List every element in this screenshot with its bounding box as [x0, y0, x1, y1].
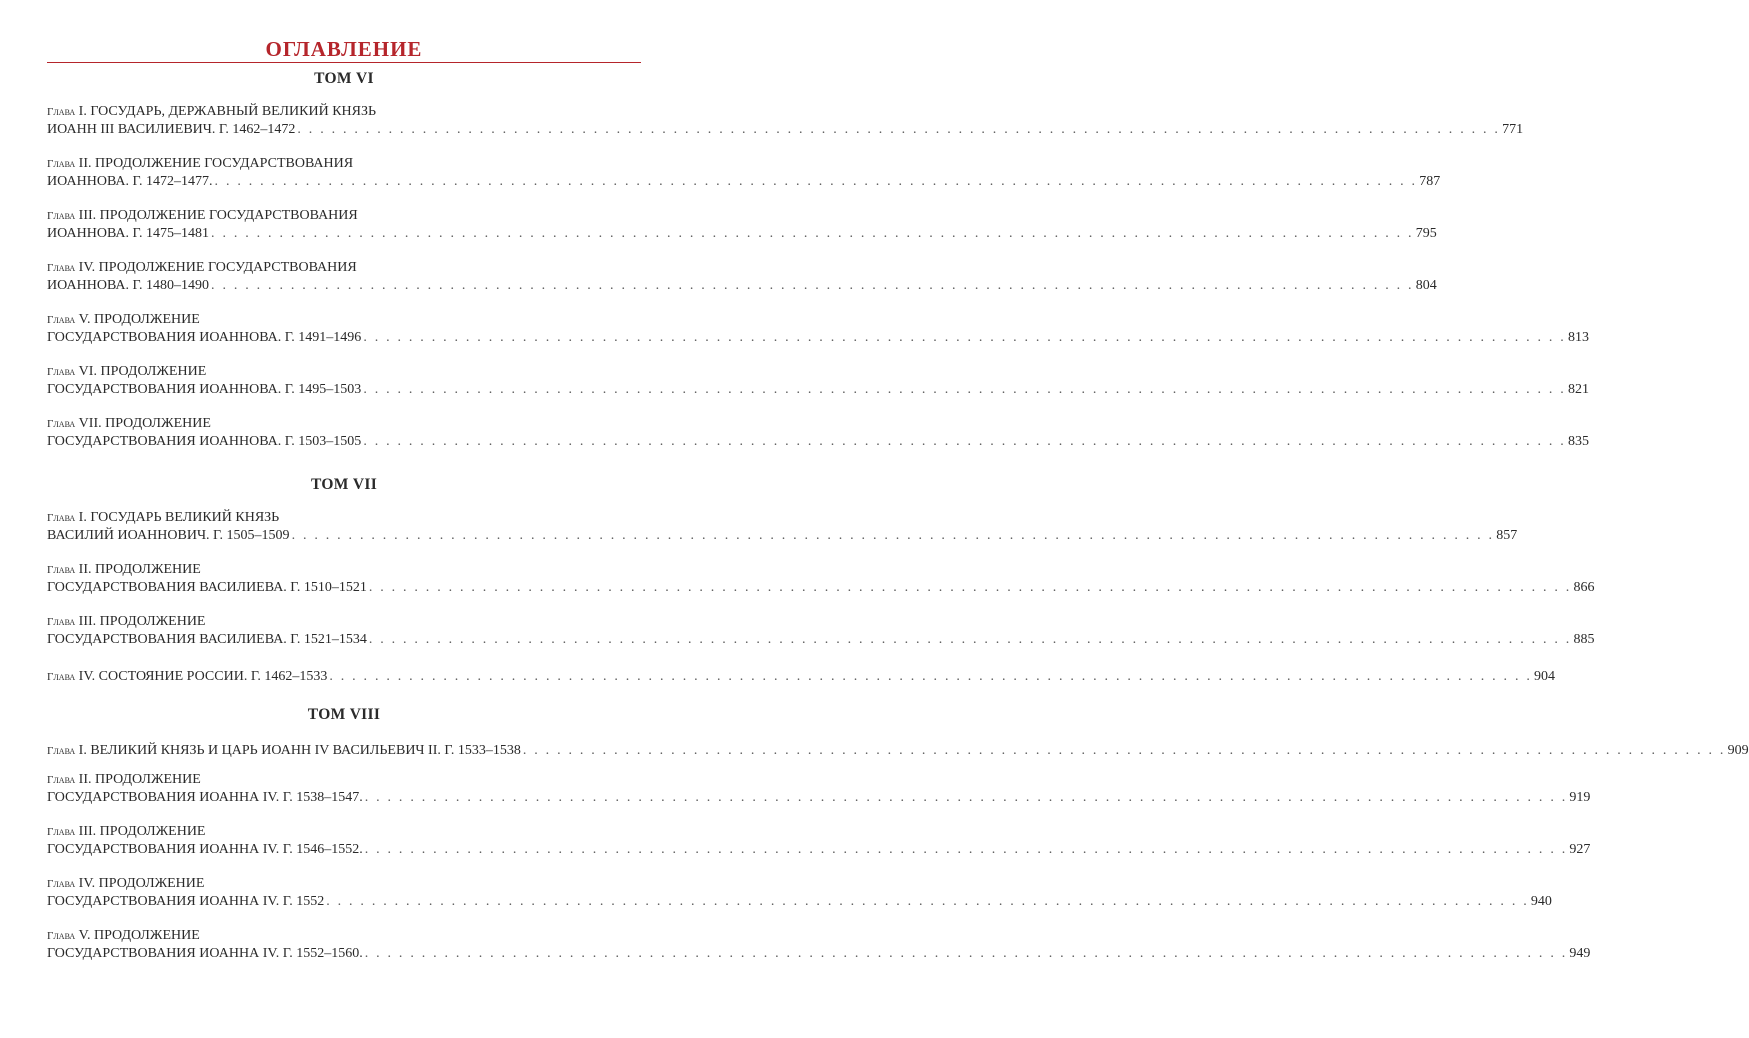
- page-number: 795: [1415, 226, 1437, 241]
- chapter-number: IV.: [78, 876, 96, 891]
- chapter-prefix: Глава: [47, 418, 76, 430]
- entry-title: ГОСУДАРЬ ВЕЛИКИЙ КНЯЗЬ: [90, 510, 280, 525]
- toc-entry[interactable]: [47, 155, 1441, 190]
- entry-leader-line: [47, 381, 1590, 398]
- entry-title-line: [47, 823, 641, 841]
- page-number: 927: [1569, 842, 1591, 857]
- toc-entry[interactable]: [47, 875, 1552, 910]
- entry-title-line: [47, 363, 641, 381]
- entry-title: ПРОДОЛЖЕНИЕ: [99, 614, 206, 629]
- entry-leader-line: [47, 173, 1441, 190]
- page-number: 804: [1415, 278, 1437, 293]
- entry-title: ПРОДОЛЖЕНИЕ: [100, 364, 207, 379]
- entry-text: [47, 527, 290, 544]
- toc-entry[interactable]: [47, 561, 1595, 596]
- volume-heading: ТОМ VIII: [307, 706, 381, 723]
- entry-text: [47, 329, 361, 346]
- toc-entry[interactable]: [47, 927, 1591, 962]
- entry-subtitle: ИОАННОВА. Г. 1475–1481: [47, 226, 210, 241]
- chapter-number: I.: [78, 510, 87, 525]
- entry-title-line: [47, 927, 641, 945]
- entry-text: [47, 579, 367, 596]
- entry-title: ПРОДОЛЖЕНИЕ: [95, 772, 201, 787]
- entry-subtitle: ГОСУДАРСТВОВАНИЯ ИОАННА IV. Г. 1546–1552.: [47, 842, 363, 857]
- entry-subtitle: ИОАННОВА. Г. 1480–1490: [47, 278, 210, 293]
- page-number: 949: [1569, 946, 1591, 961]
- chapter-number: V.: [78, 928, 91, 943]
- chapter-prefix: Глава: [47, 564, 76, 576]
- dot-leader: . . . . . . . . . . . . . . . . . . . . . . . . . . . . . . . . . . . . . . . . . . . . . . . . . . . . . . . . . . . . . . . . . . . . . . . . . . . . . . . . . . . . . . . . . . . . . . . . . . . . . . . . . .: [363, 382, 1567, 397]
- toc-entry[interactable]: [47, 207, 1437, 242]
- entry-leader-line: [47, 433, 1590, 450]
- page-number: 866: [1573, 580, 1595, 595]
- page-title: ОГЛАВЛЕНИЕ: [265, 37, 423, 61]
- entry-subtitle: ГОСУДАРСТВОВАНИЯ ИОАННА IV. Г. 1552–1560.: [47, 946, 363, 961]
- entry-leader-line: [47, 579, 1595, 596]
- entry-title: ПРОДОЛЖЕНИЕ ГОСУДАРСТВОВАНИЯ: [95, 156, 354, 171]
- chapter-prefix: Глава: [47, 774, 76, 786]
- chapter-number: II.: [78, 562, 92, 577]
- chapter-prefix: Глава: [47, 671, 76, 683]
- chapter-prefix: Глава: [47, 878, 76, 890]
- entry-subtitle: ГОСУДАРСТВОВАНИЯ ВАСИЛИЕВА. Г. 1510–1521: [47, 580, 367, 595]
- entry-leader-line: [47, 329, 1590, 346]
- entry-text: [47, 173, 213, 190]
- entry-title: ПРОДОЛЖЕНИЕ: [98, 876, 205, 891]
- chapter-prefix: Глава: [47, 262, 76, 274]
- entry-leader-line: [47, 277, 1437, 294]
- entry-text: [47, 668, 327, 686]
- entry-title-line: [47, 415, 641, 433]
- toc-entry[interactable]: [47, 103, 1524, 138]
- title-divider: [47, 62, 641, 63]
- entry-text: [47, 277, 209, 294]
- dot-leader: . . . . . . . . . . . . . . . . . . . . . . . . . . . . . . . . . . . . . . . . . . . . . . . . . . . . . . . . . . . . . . . . . . . . . . . . . . . . . . . . . . . . . . . . . . . . . . . . . . . . . . . . . .: [291, 528, 1495, 543]
- page-number: 771: [1502, 122, 1524, 137]
- entry-text: [47, 945, 363, 962]
- entry-leader-line: [47, 225, 1437, 242]
- chapter-number: II.: [78, 156, 92, 171]
- chapter-prefix: Глава: [47, 314, 76, 326]
- toc-entry[interactable]: [47, 509, 1518, 544]
- entry-subtitle: ГОСУДАРСТВОВАНИЯ ИОАННОВА. Г. 1503–1505: [47, 434, 362, 449]
- entry-subtitle: ИОАНН III ВАСИЛИЕВИЧ. Г. 1462–1472: [47, 122, 296, 137]
- toc-entry[interactable]: [47, 613, 1595, 648]
- entry-leader-line: [47, 631, 1595, 648]
- entry-subtitle: ГОСУДАРСТВОВАНИЯ ИОАННА IV. Г. 1538–1547.: [47, 790, 363, 805]
- dot-leader: . . . . . . . . . . . . . . . . . . . . . . . . . . . . . . . . . . . . . . . . . . . . . . . . . . . . . . . . . . . . . . . . . . . . . . . . . . . . . . . . . . . . . . . . . . . . . . . . . . . . . . . . . .: [364, 946, 1568, 961]
- entry-title-line: [47, 613, 641, 631]
- page-number: 857: [1496, 528, 1518, 543]
- entry-subtitle: ГОСУДАРСТВОВАНИЯ ИОАННА IV. Г. 1552: [47, 894, 325, 909]
- chapter-prefix: Глава: [47, 930, 76, 942]
- entry-subtitle: ГОСУДАРСТВОВАНИЯ ИОАННОВА. Г. 1495–1503: [47, 382, 362, 397]
- page-number: 787: [1419, 174, 1441, 189]
- page-number: 940: [1530, 894, 1552, 909]
- chapter-number: III.: [78, 614, 97, 629]
- entry-leader-line: [47, 527, 1518, 544]
- chapter-number: V.: [78, 312, 91, 327]
- dot-leader: . . . . . . . . . . . . . . . . . . . . . . . . . . . . . . . . . . . . . . . . . . . . . . . . . . . . . . . . . . . . . . . . . . . . . . . . . . . . . . . . . . . . . . . . . . . . . . . . . . . . . . . . . .: [522, 743, 1726, 758]
- dot-leader: . . . . . . . . . . . . . . . . . . . . . . . . . . . . . . . . . . . . . . . . . . . . . . . . . . . . . . . . . . . . . . . . . . . . . . . . . . . . . . . . . . . . . . . . . . . . . . . . . . . . . . . . . .: [363, 330, 1567, 345]
- entry-subtitle: ГОСУДАРСТВОВАНИЯ ИОАННОВА. Г. 1491–1496: [47, 330, 362, 345]
- entry-leader-line: [47, 121, 1524, 138]
- entry-title: ГОСУДАРЬ, ДЕРЖАВНЫЙ ВЕЛИКИЙ КНЯЗЬ: [90, 104, 377, 119]
- dot-leader: . . . . . . . . . . . . . . . . . . . . . . . . . . . . . . . . . . . . . . . . . . . . . . . . . . . . . . . . . . . . . . . . . . . . . . . . . . . . . . . . . . . . . . . . . . . . . . . . . . . . . . . . . .: [368, 632, 1572, 647]
- dot-leader: . . . . . . . . . . . . . . . . . . . . . . . . . . . . . . . . . . . . . . . . . . . . . . . . . . . . . . . . . . . . . . . . . . . . . . . . . . . . . . . . . . . . . . . . . . . . . . . . . . . . . . . . . .: [297, 122, 1501, 137]
- toc-entry[interactable]: [47, 415, 1590, 450]
- toc-entry[interactable]: [47, 823, 1591, 858]
- entry-text: [47, 121, 295, 138]
- dot-leader: . . . . . . . . . . . . . . . . . . . . . . . . . . . . . . . . . . . . . . . . . . . . . . . . . . . . . . . . . . . . . . . . . . . . . . . . . . . . . . . . . . . . . . . . . . . . . . . . . . . . . . . . . .: [326, 894, 1529, 909]
- chapter-number: III.: [78, 208, 97, 223]
- entry-title: ПРОДОЛЖЕНИЕ: [93, 928, 200, 943]
- dot-leader: . . . . . . . . . . . . . . . . . . . . . . . . . . . . . . . . . . . . . . . . . . . . . . . . . . . . . . . . . . . . . . . . . . . . . . . . . . . . . . . . . . . . . . . . . . . . . . . . . . . . . . . . . .: [329, 669, 1533, 684]
- entry-title-line: [47, 103, 641, 121]
- toc-entry[interactable]: [47, 771, 1591, 806]
- page-number: 919: [1569, 790, 1591, 805]
- entry-text: [47, 742, 521, 760]
- chapter-number: III.: [78, 824, 97, 839]
- entry-leader-line: [47, 945, 1591, 962]
- entry-title-line: [47, 259, 641, 277]
- toc-entry[interactable]: [47, 668, 1556, 686]
- entry-title: ПРОДОЛЖЕНИЕ: [105, 416, 211, 431]
- entry-text: [47, 381, 361, 398]
- entry-leader-line: [47, 841, 1591, 858]
- chapter-prefix: Глава: [47, 366, 76, 378]
- chapter-prefix: Глава: [47, 616, 76, 628]
- dot-leader: . . . . . . . . . . . . . . . . . . . . . . . . . . . . . . . . . . . . . . . . . . . . . . . . . . . . . . . . . . . . . . . . . . . . . . . . . . . . . . . . . . . . . . . . . . . . . . . . . . . . . . . . . .: [364, 842, 1568, 857]
- page-number: 835: [1568, 434, 1590, 449]
- dot-leader: . . . . . . . . . . . . . . . . . . . . . . . . . . . . . . . . . . . . . . . . . . . . . . . . . . . . . . . . . . . . . . . . . . . . . . . . . . . . . . . . . . . . . . . . . . . . . . . . . . . . . . . . . .: [211, 226, 1414, 241]
- entry-title-line: [47, 509, 641, 527]
- volume-heading: ТОМ VI: [314, 70, 374, 87]
- entry-title-line: [47, 875, 641, 893]
- entry-title-line: [47, 311, 641, 329]
- entry-subtitle: ГОСУДАРСТВОВАНИЯ ВАСИЛИЕВА. Г. 1521–1534: [47, 632, 367, 647]
- entry-text: [47, 631, 367, 648]
- toc-entry[interactable]: [47, 742, 1749, 760]
- entry-subtitle: ВЕЛИКИЙ КНЯЗЬ И ЦАРЬ ИОАНН IV ВАСИЛЬЕВИЧ II. Г. 1533–1538: [90, 743, 521, 758]
- entry-title-line: [47, 561, 641, 579]
- entry-text: [47, 841, 363, 858]
- chapter-prefix: Глава: [47, 210, 76, 222]
- chapter-prefix: Глава: [47, 158, 76, 170]
- page-number: 904: [1534, 669, 1556, 684]
- chapter-number: I.: [78, 743, 87, 758]
- chapter-number: IV.: [78, 669, 96, 684]
- page-number: 885: [1573, 632, 1595, 647]
- table-of-contents: [47, 36, 1749, 961]
- page-number: 821: [1568, 382, 1590, 397]
- chapter-prefix: Глава: [47, 826, 76, 838]
- dot-leader: . . . . . . . . . . . . . . . . . . . . . . . . . . . . . . . . . . . . . . . . . . . . . . . . . . . . . . . . . . . . . . . . . . . . . . . . . . . . . . . . . . . . . . . . . . . . . . . . . . . . . . . . . .: [211, 278, 1414, 293]
- entry-title: ПРОДОЛЖЕНИЕ: [93, 312, 200, 327]
- entry-title-line: [47, 155, 641, 173]
- entry-leader-line: [47, 668, 1556, 686]
- dot-leader: . . . . . . . . . . . . . . . . . . . . . . . . . . . . . . . . . . . . . . . . . . . . . . . . . . . . . . . . . . . . . . . . . . . . . . . . . . . . . . . . . . . . . . . . . . . . . . . . . . . . . . . . . .: [368, 580, 1572, 595]
- dot-leader: . . . . . . . . . . . . . . . . . . . . . . . . . . . . . . . . . . . . . . . . . . . . . . . . . . . . . . . . . . . . . . . . . . . . . . . . . . . . . . . . . . . . . . . . . . . . . . . . . . . . . . . . . .: [214, 174, 1418, 189]
- chapter-number: IV.: [78, 260, 96, 275]
- dot-leader: . . . . . . . . . . . . . . . . . . . . . . . . . . . . . . . . . . . . . . . . . . . . . . . . . . . . . . . . . . . . . . . . . . . . . . . . . . . . . . . . . . . . . . . . . . . . . . . . . . . . . . . . . .: [363, 434, 1567, 449]
- entry-subtitle: ИОАННОВА. Г. 1472–1477.: [47, 174, 213, 189]
- chapter-prefix: Глава: [47, 106, 76, 118]
- entry-title: ПРОДОЛЖЕНИЕ ГОСУДАРСТВОВАНИЯ: [98, 260, 357, 275]
- entry-title-line: [47, 207, 641, 225]
- toc-entry[interactable]: [47, 363, 1590, 398]
- page-number: 909: [1727, 743, 1749, 758]
- entry-title-line: [47, 771, 641, 789]
- chapter-number: I.: [78, 104, 87, 119]
- entry-text: [47, 893, 324, 910]
- volume-heading: ТОМ VII: [310, 476, 378, 493]
- entry-title: ПРОДОЛЖЕНИЕ: [95, 562, 201, 577]
- page-number: 813: [1568, 330, 1590, 345]
- entry-leader-line: [47, 742, 1749, 760]
- chapter-prefix: Глава: [47, 512, 76, 524]
- entry-leader-line: [47, 893, 1552, 910]
- chapter-number: VII.: [78, 416, 102, 431]
- chapter-prefix: Глава: [47, 745, 76, 757]
- entry-leader-line: [47, 789, 1591, 806]
- chapter-number: VI.: [78, 364, 97, 379]
- entry-text: [47, 225, 209, 242]
- entry-text: [47, 433, 361, 450]
- chapter-number: II.: [78, 772, 92, 787]
- toc-entry[interactable]: [47, 259, 1437, 294]
- dot-leader: . . . . . . . . . . . . . . . . . . . . . . . . . . . . . . . . . . . . . . . . . . . . . . . . . . . . . . . . . . . . . . . . . . . . . . . . . . . . . . . . . . . . . . . . . . . . . . . . . . . . . . . . . .: [364, 790, 1568, 805]
- entry-text: [47, 789, 363, 806]
- entry-subtitle: ВАСИЛИЙ ИОАННОВИЧ. Г. 1505–1509: [47, 528, 290, 543]
- entry-title: ПРОДОЛЖЕНИЕ: [99, 824, 206, 839]
- entry-subtitle: СОСТОЯНИЕ РОССИИ. Г. 1462–1533: [98, 669, 328, 684]
- toc-entry[interactable]: [47, 311, 1590, 346]
- entry-title: ПРОДОЛЖЕНИЕ ГОСУДАРСТВОВАНИЯ: [99, 208, 358, 223]
